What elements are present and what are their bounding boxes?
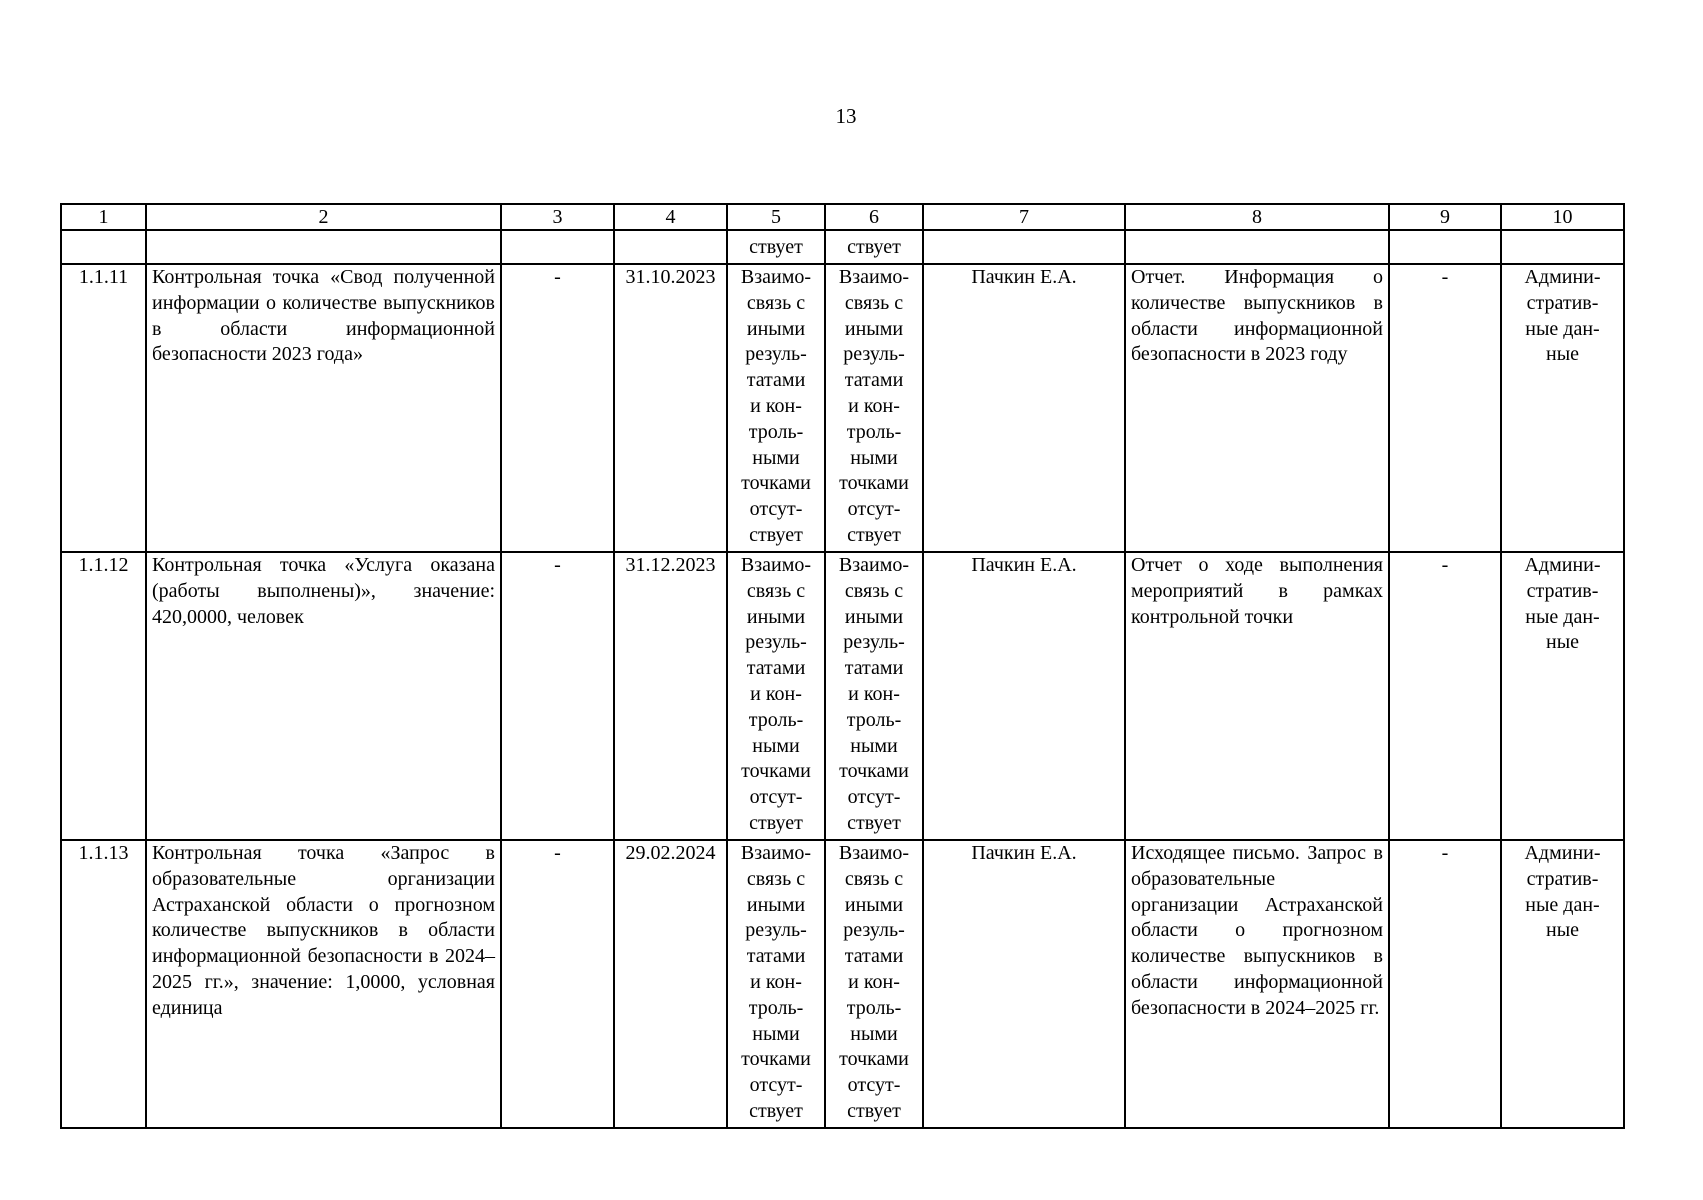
col9-value: - — [1389, 552, 1501, 840]
result-description: Отчет о ходе выполнения мероприятий в рамках контрольной точки — [1125, 552, 1389, 840]
col-header: 3 — [501, 204, 614, 230]
data-source: Админи- стратив- ные дан- ные — [1501, 264, 1624, 552]
data-source: Админи- стратив- ные дан- ные — [1501, 840, 1624, 1128]
col-header: 10 — [1501, 204, 1624, 230]
table-row — [61, 264, 1624, 552]
col-header: 5 — [727, 204, 825, 230]
result-description: Отчет. Информация о количестве выпускников в области информационной безопасности в 2023 году — [1125, 264, 1389, 552]
col-header: 6 — [825, 204, 923, 230]
col3-value: - — [501, 264, 614, 552]
responsible-person: Пачкин Е.А. — [923, 264, 1125, 552]
col3-value: - — [501, 840, 614, 1128]
col-header: 2 — [146, 204, 501, 230]
col-header: 1 — [61, 204, 146, 230]
result-description: Исходящее письмо. Запрос в образовательные организации Астраханской области о прогнозном количестве выпускников в области информационной безопасности в 2024–2025 гг. — [1125, 840, 1389, 1128]
col9-value: - — [1389, 840, 1501, 1128]
due-date: 31.10.2023 — [614, 264, 727, 552]
responsible-person: Пачкин Е.А. — [923, 840, 1125, 1128]
page-number: 13 — [835, 104, 857, 128]
relation-cell: Взаимо- связь с иными резуль- татами и кон- троль- ными точками отсут- ствует — [727, 840, 825, 1128]
col-header: 8 — [1125, 204, 1389, 230]
checkpoint-name: Контрольная точка «Свод полученной информации о количестве выпускников в области информационной безопасности 2023 года» — [146, 264, 501, 552]
row-number: 1.1.13 — [61, 840, 146, 1128]
relation-cell: Взаимо- связь с иными резуль- татами и кон- троль- ными точками отсут- ствует — [825, 840, 923, 1128]
table-row — [61, 552, 1624, 840]
row-number: 1.1.12 — [61, 552, 146, 840]
table-row — [61, 840, 1624, 1128]
col-header: 9 — [1389, 204, 1501, 230]
col9-value: - — [1389, 264, 1501, 552]
data-source: Админи- стратив- ные дан- ные — [1501, 552, 1624, 840]
relation-cell: Взаимо- связь с иными резуль- татами и кон- троль- ными точками отсут- ствует — [727, 264, 825, 552]
col3-value: - — [501, 552, 614, 840]
continuation-cell: ствует — [727, 230, 825, 264]
plan-table — [60, 203, 1625, 1129]
due-date: 31.12.2023 — [614, 552, 727, 840]
responsible-person: Пачкин Е.А. — [923, 552, 1125, 840]
due-date: 29.02.2024 — [614, 840, 727, 1128]
column-number-row — [61, 204, 1624, 230]
continuation-row — [61, 230, 1624, 264]
checkpoint-name: Контрольная точка «Услуга оказана (работы выполнены)», значение: 420,0000, человек — [146, 552, 501, 840]
relation-cell: Взаимо- связь с иными резуль- татами и кон- троль- ными точками отсут- ствует — [727, 552, 825, 840]
col-header: 7 — [923, 204, 1125, 230]
relation-cell: Взаимо- связь с иными резуль- татами и кон- троль- ными точками отсут- ствует — [825, 264, 923, 552]
col-header: 4 — [614, 204, 727, 230]
relation-cell: Взаимо- связь с иными резуль- татами и кон- троль- ными точками отсут- ствует — [825, 552, 923, 840]
checkpoint-name: Контрольная точка «Запрос в образовательные организации Астраханской области о прогнозном количестве выпускников в области информационной безопасности в 2024–2025 гг.», значение: 1,0000, условная единица — [146, 840, 501, 1128]
continuation-cell: ствует — [825, 230, 923, 264]
row-number: 1.1.11 — [61, 264, 146, 552]
